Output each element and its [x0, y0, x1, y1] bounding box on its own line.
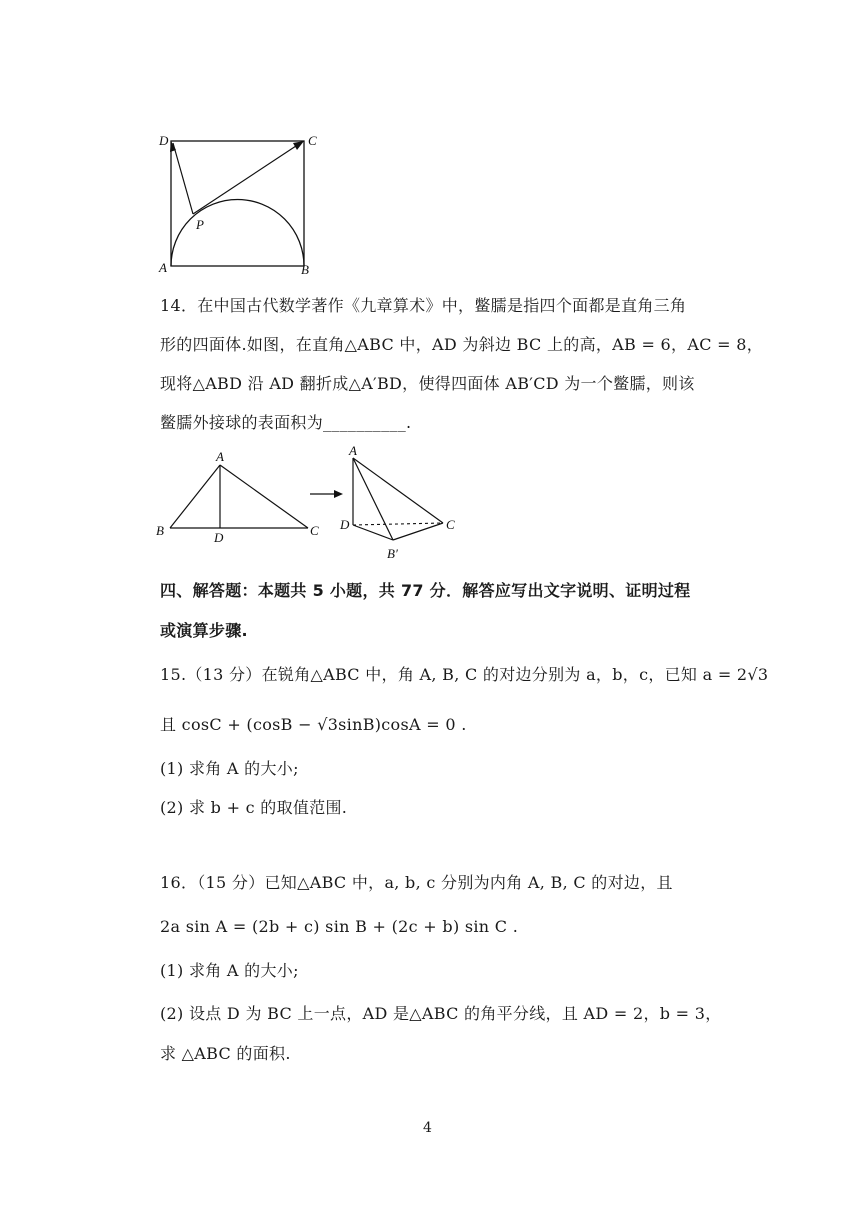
figure-fold-tetrahedron [150, 445, 470, 565]
arrowhead-C [293, 141, 304, 150]
semicircle-arc [171, 200, 304, 267]
right-label-B-prime: B′ [387, 546, 398, 561]
q16-part-2: (2) 设点 D 为 BC 上一点，AD 是△ABC 的角平分线，且 AD = 2，b = 3， [160, 1004, 722, 1023]
q16-line-2: 2a sin A = (2b + c) sin B + (2c + b) sin C . [160, 917, 519, 936]
left-label-C: C [310, 523, 319, 538]
arrow-head [334, 490, 343, 498]
left-label-A: A [216, 449, 224, 464]
right-label-D: D [340, 517, 350, 532]
figure-square-semicircle [150, 128, 320, 278]
left-label-B: B [156, 523, 164, 538]
q15-part-1: (1) 求角 A 的大小; [160, 759, 299, 778]
q15-line-2: 且 cosC + (cosB − √3sinB)cosA = 0 . [160, 715, 467, 734]
label-D: D [159, 133, 169, 148]
seg-DC-dashed [353, 523, 443, 525]
seg-BA [170, 465, 220, 528]
q15-part-2: (2) 求 b + c 的取值范围. [160, 798, 348, 817]
section-4-heading-line-2: 或演算步骤. [160, 621, 248, 640]
label-A: A [159, 260, 167, 275]
q16-part-1: (1) 求角 A 的大小; [160, 961, 299, 980]
q16-part-2-continued: 求 △ABC 的面积. [160, 1044, 291, 1063]
right-label-A: A [349, 445, 357, 458]
seg-AC-right [353, 458, 443, 523]
figure-square-svg [150, 128, 320, 278]
figure-fold-svg [150, 445, 470, 565]
label-C: C [308, 133, 317, 148]
vector-PD [173, 143, 193, 214]
q15-line-1: 15.（13 分）在锐角△ABC 中，角 A, B, C 的对边分别为 a，b，c，已知 a = 2√3 [160, 665, 769, 684]
q14-line-4: 鳖臑外接球的表面积为__________. [160, 413, 412, 432]
q14-line-1: 14．在中国古代数学著作《九章算术》中，鳖臑是指四个面都是直角三角 [160, 296, 687, 315]
q14-line-2: 形的四面体.如图，在直角△ABC 中，AD 为斜边 BC 上的高，AB = 6，AC = 8， [160, 335, 763, 354]
vector-PC [193, 142, 302, 214]
label-P: P [196, 217, 204, 232]
right-label-C: C [446, 517, 455, 532]
section-4-heading-line-1: 四、解答题：本题共 5 小题，共 77 分．解答应写出文字说明、证明过程 [160, 581, 691, 600]
left-label-D: D [214, 530, 224, 545]
q14-line-3: 现将△ABD 沿 AD 翻折成△A′BD，使得四面体 AB′CD 为一个鳖臑，则该 [160, 374, 695, 393]
square-outline [171, 141, 304, 266]
label-B: B [301, 262, 309, 277]
page-number: 4 [423, 1120, 432, 1136]
seg-AC [220, 465, 308, 528]
q16-line-1: 16．（15 分）已知△ABC 中，a, b, c 分别为内角 A, B, C 的对边，且 [160, 873, 673, 892]
seg-BC-right [393, 523, 443, 540]
